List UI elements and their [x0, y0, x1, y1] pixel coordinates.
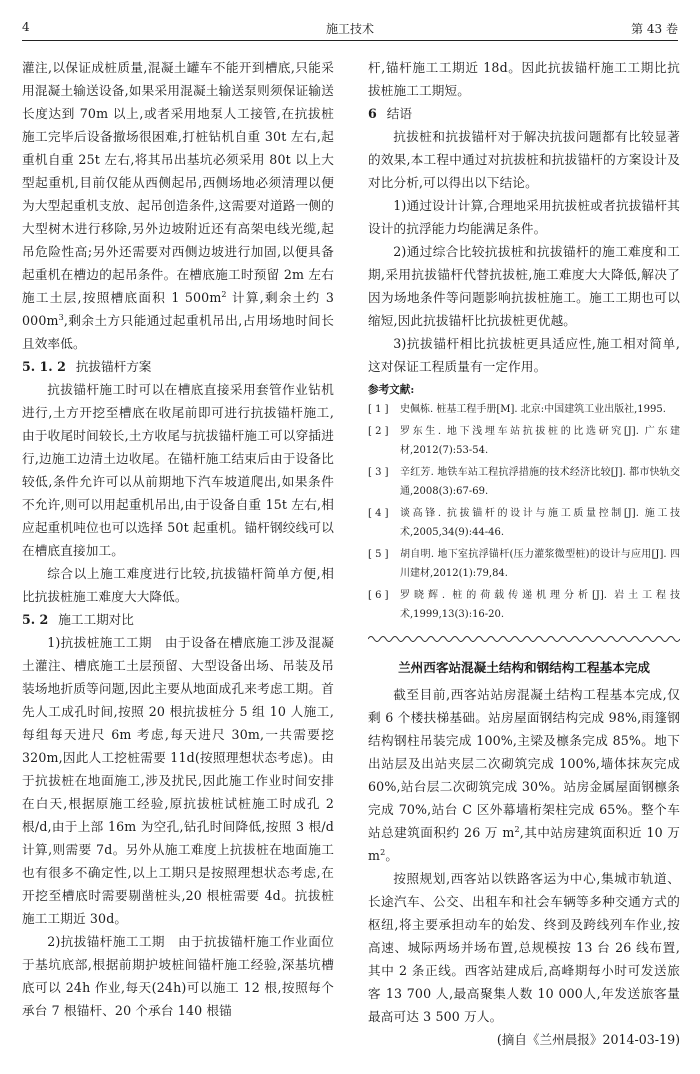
- paragraph-continued: 杆,锚杆施工工期近 18d。因此抗拔锚杆施工工期比抗拔桩施工工期短。: [368, 60, 680, 98]
- news-source: (摘自《兰州晨报》2014-03-19): [496, 1032, 680, 1047]
- left-column: [22, 56, 334, 1022]
- news-paragraph: 截至目前,西客站站房混凝土结构工程基本完成,仅剩 6 个楼扶梯基础。站房屋面钢结构完成 98%,雨篷钢结构钢柱吊装完成 100%,主梁及檩条完成 85%。地下出站层及出站夹层二次砌筑完成 100%,墙体抹灰完成 60%,站台层二次砌筑完成 30%。站房金属屋面钢檩条完成 70%,站台 C 区外幕墙桁架柱完成 65%。整个车站总建筑面积约 26 万 $m^2$,其中站房建筑面积近 10 万 $m^2$。: [368, 687, 680, 863]
- journal-title: 施工技术: [325, 22, 374, 36]
- paragraph: 1)抗拔桩施工工期 由于设备在槽底施工涉及混凝土灌注、槽底施工土层预留、大型设备出场、吊装及吊装场地折质等问题,因此主要从地面成孔来考虑工期。首先人工成孔时间,按照 20 根抗拔桩分 5 组 10 人施工,每组每天进尺 6m 考虑,每天进尺 30m,一共需要挖 320m,因此人工挖桩需要 11d(按照理想状态考虑)。由于抗拔桩在地面施工,涉及扰民,因此施工作业时间安排在白天,根据原施工经验,原抗拔桩试桩施工时成孔 2 根/d,由于上部 16m 为空孔,钻孔时间降低,按照 3 根/d 计算,则需要 7d。另外从施工难度上抗拔桩在地面施工也有很多不确定性,以上工期只是按照理想状态考虑,在开挖至槽底时需要剔凿桩头,20 根桩需要 4d。抗拔桩施工工期近 30d。: [22, 635, 334, 926]
- reference-item: [ 6 ] 罗晓辉. 桩的荷载传递机理分析[J]. 岩土工程技术,1999,13(3):16-20.: [368, 590, 680, 620]
- volume-label: 第 43 卷: [631, 22, 678, 36]
- paragraph: 2)通过综合比较抗拔桩和抗拔锚杆的施工难度和工期,采用抗拔锚杆代替抗拔桩,施工难度大大降低,解决了因为场地条件等问题影响抗拔桩施工。施工工期也可以缩短,因此抗拔锚杆比抗拔桩更优越。: [368, 244, 680, 328]
- reference-item: [ 4 ] 谈高锋. 抗拔锚杆的设计与施工质量控制[J]. 施工技术,2005,34(9):44-46.: [368, 508, 680, 538]
- paragraph: 1)通过设计计算,合理地采用抗拔桩或者抗拔锚杆其设计的抗浮能力均能满足条件。: [368, 198, 680, 236]
- news-title: 兰州西客站混凝土结构和钢结构工程基本完成: [398, 660, 650, 675]
- reference-item: [ 5 ] 胡自明. 地下室抗浮锚杆(压力灌浆微型桩)的设计与应用[J]. 四川建材,2012(1):79,84.: [368, 549, 680, 579]
- section-heading-6: 6 结语: [368, 106, 412, 121]
- page-header: [22, 14, 678, 41]
- wave-divider: [368, 633, 680, 645]
- paragraph: 抗拔锚杆施工时可以在槽底直接采用套管作业钻机进行,土方开挖至槽底在收尾前即可进行抗拔锚杆施工,由于收尾时间较长,土方收尾与抗拔锚杆施工可以穿插进行,边施工边清土边收尾。在锚杆施工结束后由于设备比较低,条件允许可以从前期地下汽车坡道爬出,如果条件不允许,则可以用起重机吊出,由于设备自重 15t 左右,相应起重机吨位也可以选择 50t 起重机。锚杆钢绞线可以在槽底直接加工。: [22, 382, 334, 558]
- page-number: 4: [22, 20, 30, 34]
- news-paragraph: 按照规划,西客站以铁路客运为中心,集城市轨道、长途汽车、公交、出租车和社会车辆等多种交通方式的枢纽,将主要承担动车的始发、终到及跨线列车作业,按高速、城际两场并场布置,总规模按 13 台 26 线布置,其中 2 条正线。西客站建成后,高峰期每小时可发送旅客 13 700 人,最高聚集人数 10 000人,年发送旅客量最高可达 3 500 万人。: [368, 871, 680, 1024]
- reference-item: [ 3 ] 辛红芳. 地铁车站工程抗浮措施的技术经济比较[J]. 都市快轨交通,2008(3):67-69.: [368, 467, 680, 497]
- paragraph-continued: 灌注,以保证成桩质量,混凝土罐车不能开到槽底,只能采用混凝土输送设备,如果采用混凝土输送泵则须保证输送长度达到 70m 以上,或者采用地泵人工接管,在抗拔桩施工完毕后设备撤场很困难,打桩钻机自重 30t 左右,起重机自重 25t 左右,将其吊出基坑必须采用 80t 以上大型起重机,目前仅能从西侧起吊,西侧场地必须清理以便为大型起重机支放、起吊创造条件,这需要对道路一侧的大型树木进行移除,另外边坡附近还有高架电线光缆,起吊危险性高;另外还需要对西侧边坡进行加固,以便具备起重机在槽边的起吊条件。在槽底施工时预留 2m 左右施工土层,按照槽底面积 1 $500m^2$ 计算,剩余土约 3 $000m^3$,剩余土方只能通过起重机吊出,占用场地时间长且效率低。: [22, 60, 334, 351]
- paragraph: 3)抗拔锚杆相比抗拔桩更具适应性,施工相对简单,这对保证工程质量有一定作用。: [368, 336, 680, 374]
- reference-item: [ 2 ] 罗东生. 地下浅埋车站抗拔桩的比选研究[J]. 广东建材,2012(7):53-54.: [368, 426, 680, 456]
- references-title: 参考文献:: [368, 384, 415, 396]
- reference-item: [ 1 ] 史佩栋. 桩基工程手册[M]. 北京:中国建筑工业出版社,1995.: [368, 404, 666, 415]
- right-column: [368, 56, 680, 1051]
- section-heading-5-1-2: 5. 1. 2 抗拔锚杆方案: [22, 359, 152, 374]
- section-heading-5-2: 5. 2 施工工期对比: [22, 612, 134, 627]
- paragraph: 综合以上施工难度进行比较,抗拔锚杆简单方便,相比抗拔桩施工难度大大降低。: [22, 566, 334, 604]
- paragraph: 抗拔桩和抗拔锚杆对于解决抗拔问题都有比较显著的效果,本工程中通过对抗拔桩和抗拔锚杆的方案设计及对比分析,可以得出以下结论。: [368, 129, 680, 190]
- paragraph: 2)抗拔锚杆施工工期 由于抗拔锚杆施工作业面位于基坑底部,根据前期护坡桩间锚杆施工经验,深基坑槽底可以 24h 作业,每天(24h)可以施工 12 根,按照每个承台 7 根锚杆、20 个承台 140 根锚: [22, 934, 334, 1018]
